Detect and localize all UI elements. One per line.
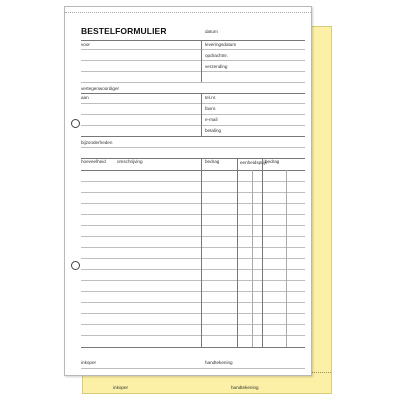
header-row-line <box>81 71 305 72</box>
fax-label: faxnr. <box>205 106 217 111</box>
column-description: omschrijving <box>117 159 143 164</box>
yellow-buyer-label: inkoper <box>113 385 129 390</box>
table-row <box>81 335 305 336</box>
order-form-sheet <box>64 6 312 376</box>
table-row <box>81 236 305 237</box>
column-divider <box>286 170 287 347</box>
table-row <box>81 324 305 325</box>
column-divider <box>252 170 253 347</box>
header-row-line <box>81 60 305 61</box>
addressee-label: aan <box>81 95 89 100</box>
table-row <box>81 291 305 292</box>
table-row <box>81 247 305 248</box>
table-row <box>81 269 305 270</box>
rep-row-line <box>81 103 305 104</box>
table-row <box>81 302 305 303</box>
column-price: bedrag <box>205 159 220 164</box>
phone-label: tel.nr. <box>205 95 217 100</box>
header-line <box>81 40 305 41</box>
column-quantity: hoeveelheid <box>81 159 106 164</box>
email-label: e-mail <box>205 117 218 122</box>
signature-label: handtekening <box>205 360 233 365</box>
rep-row-line <box>81 114 305 115</box>
footer-line <box>81 368 305 369</box>
table-row <box>81 313 305 314</box>
table-row <box>81 280 305 281</box>
column-unit-price: eenheidsprijs <box>240 160 268 165</box>
details-line <box>81 147 305 148</box>
header-row-line <box>81 49 305 50</box>
delivery-date-label: leveringsdatum <box>205 42 237 47</box>
order-number-label: opdrachtnr. <box>205 53 228 58</box>
table-header-line <box>81 170 305 171</box>
details-label: bijzonderheden <box>81 140 113 145</box>
column-divider <box>201 158 202 347</box>
yellow-signature-label: handtekening <box>231 385 259 390</box>
punch-hole <box>71 119 80 128</box>
date-label: datum <box>205 29 218 34</box>
header-row-line <box>81 82 305 83</box>
to-label: voor <box>81 42 90 47</box>
column-divider <box>262 158 263 347</box>
punch-hole <box>71 261 80 270</box>
table-row <box>81 181 305 182</box>
rep-divider <box>201 93 202 136</box>
rep-row-line <box>81 125 305 126</box>
table-row <box>81 192 305 193</box>
shipping-label: verzending <box>205 64 228 69</box>
column-amount: bedrag <box>265 159 280 164</box>
form-title: BESTELFORMULIER <box>81 26 167 36</box>
column-divider <box>237 158 238 347</box>
top-perforation <box>65 12 311 13</box>
table-row <box>81 203 305 204</box>
table-row <box>81 225 305 226</box>
rep-line <box>81 93 305 94</box>
rep-bottom-line <box>81 136 305 137</box>
table-row <box>81 214 305 215</box>
table-bottom-line <box>81 347 305 348</box>
table-row <box>81 258 305 259</box>
header-divider <box>201 40 202 82</box>
payment-label: betaling <box>205 128 222 133</box>
representative-label: vertegenwoordiger <box>81 86 120 91</box>
buyer-label: inkoper <box>81 360 97 365</box>
